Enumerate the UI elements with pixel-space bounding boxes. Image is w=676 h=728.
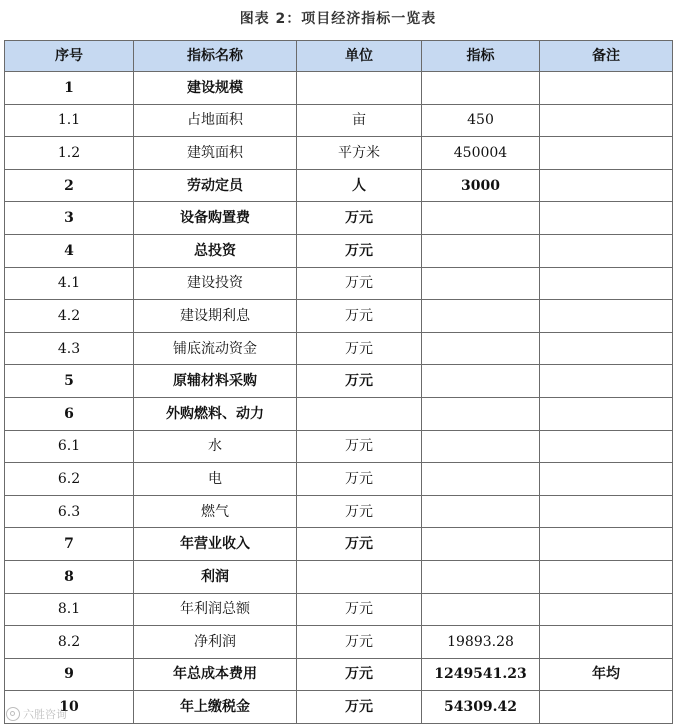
cell-value [422, 593, 540, 626]
cell-no: 1.2 [5, 137, 134, 170]
economic-indicators-table [4, 40, 673, 724]
watermark-text: 六胜咨询 [23, 708, 67, 721]
cell-no: 4 [5, 234, 134, 267]
cell-note [540, 593, 673, 626]
cell-value [422, 365, 540, 398]
cell-no: 4.3 [5, 332, 134, 365]
table-row [5, 267, 673, 300]
cell-name: 电 [134, 463, 297, 496]
table-row [5, 137, 673, 170]
cell-value: 450004 [422, 137, 540, 170]
cell-unit [297, 72, 422, 105]
cell-name: 原辅材料采购 [134, 365, 297, 398]
cell-name: 外购燃料、动力 [134, 397, 297, 430]
table-row [5, 495, 673, 528]
cell-no: 6.1 [5, 430, 134, 463]
cell-unit [297, 560, 422, 593]
cell-value [422, 560, 540, 593]
cell-no: 1 [5, 72, 134, 105]
table-row [5, 365, 673, 398]
cell-note [540, 365, 673, 398]
cell-name: 劳动定员 [134, 169, 297, 202]
table-caption: 图表 2：项目经济指标一览表 [239, 11, 437, 27]
cell-unit: 万元 [297, 430, 422, 463]
table-row [5, 332, 673, 365]
cell-note [540, 300, 673, 333]
cell-unit: 平方米 [297, 137, 422, 170]
table-row [5, 528, 673, 561]
cell-name: 建设规模 [134, 72, 297, 105]
cell-note [540, 463, 673, 496]
cell-no: 5 [5, 365, 134, 398]
cell-name: 总投资 [134, 234, 297, 267]
table-row [5, 234, 673, 267]
table-row [5, 202, 673, 235]
cell-note [540, 72, 673, 105]
header-cell-unit: 单位 [297, 41, 422, 72]
cell-note [540, 137, 673, 170]
cell-no: 8.1 [5, 593, 134, 626]
cell-name: 建筑面积 [134, 137, 297, 170]
cell-name: 铺底流动资金 [134, 332, 297, 365]
cell-no: 10 [5, 691, 134, 724]
table-row [5, 430, 673, 463]
cell-note [540, 332, 673, 365]
cell-note [540, 397, 673, 430]
cell-no: 6 [5, 397, 134, 430]
cell-name: 年营业收入 [134, 528, 297, 561]
cell-note [540, 234, 673, 267]
table-row [5, 104, 673, 137]
table-row [5, 463, 673, 496]
cell-name: 水 [134, 430, 297, 463]
cell-note [540, 430, 673, 463]
cell-note [540, 626, 673, 659]
cell-unit: 万元 [297, 495, 422, 528]
cell-name: 建设期利息 [134, 300, 297, 333]
cell-value [422, 528, 540, 561]
table-row [5, 397, 673, 430]
table-row [5, 560, 673, 593]
cell-note [540, 104, 673, 137]
cell-value [422, 463, 540, 496]
cell-note: 年均 [540, 658, 673, 691]
table-body [5, 72, 673, 724]
cell-no: 8 [5, 560, 134, 593]
cell-value [422, 202, 540, 235]
cell-unit: 万元 [297, 658, 422, 691]
cell-no: 2 [5, 169, 134, 202]
cell-no: 7 [5, 528, 134, 561]
cell-note [540, 691, 673, 724]
cell-unit: 万元 [297, 267, 422, 300]
header-cell-note: 备注 [540, 41, 673, 72]
cell-value: 3000 [422, 169, 540, 202]
cell-value: 450 [422, 104, 540, 137]
cell-value: 19893.28 [422, 626, 540, 659]
cell-unit: 万元 [297, 300, 422, 333]
cell-value [422, 332, 540, 365]
cell-no: 6.3 [5, 495, 134, 528]
cell-unit: 万元 [297, 626, 422, 659]
cell-no: 1.1 [5, 104, 134, 137]
cell-name: 占地面积 [134, 104, 297, 137]
cell-name: 年利润总额 [134, 593, 297, 626]
table-row [5, 300, 673, 333]
cell-name: 利润 [134, 560, 297, 593]
table-row [5, 169, 673, 202]
cell-value [422, 430, 540, 463]
table-row [5, 626, 673, 659]
cell-unit: 万元 [297, 234, 422, 267]
cell-value: 1249541.23 [422, 658, 540, 691]
table-row [5, 72, 673, 105]
cell-value [422, 300, 540, 333]
cell-unit: 万元 [297, 332, 422, 365]
cell-unit: 万元 [297, 365, 422, 398]
cell-unit: 万元 [297, 593, 422, 626]
cell-note [540, 202, 673, 235]
cell-no: 6.2 [5, 463, 134, 496]
cell-unit: 人 [297, 169, 422, 202]
header-cell-no: 序号 [5, 41, 134, 72]
header-cell-name: 指标名称 [134, 41, 297, 72]
table-row [5, 691, 673, 724]
cell-note [540, 267, 673, 300]
cell-no: 4.2 [5, 300, 134, 333]
cell-unit: 万元 [297, 528, 422, 561]
cell-name: 净利润 [134, 626, 297, 659]
cell-unit: 万元 [297, 202, 422, 235]
cell-value [422, 234, 540, 267]
cell-name: 燃气 [134, 495, 297, 528]
table-header-row [5, 41, 673, 72]
cell-no: 9 [5, 658, 134, 691]
table-row [5, 658, 673, 691]
cell-unit: 亩 [297, 104, 422, 137]
cell-value [422, 267, 540, 300]
cell-name: 年上缴税金 [134, 691, 297, 724]
cell-unit: 万元 [297, 691, 422, 724]
cell-value [422, 495, 540, 528]
cell-value [422, 72, 540, 105]
cell-note [540, 560, 673, 593]
cell-note [540, 528, 673, 561]
cell-unit: 万元 [297, 463, 422, 496]
cell-note [540, 495, 673, 528]
cell-name: 年总成本费用 [134, 658, 297, 691]
cell-value [422, 397, 540, 430]
cell-no: 3 [5, 202, 134, 235]
cell-no: 8.2 [5, 626, 134, 659]
cell-no: 4.1 [5, 267, 134, 300]
cell-note [540, 169, 673, 202]
cell-value: 54309.42 [422, 691, 540, 724]
cell-unit [297, 397, 422, 430]
table-row [5, 593, 673, 626]
header-cell-value: 指标 [422, 41, 540, 72]
cell-name: 建设投资 [134, 267, 297, 300]
cell-name: 设备购置费 [134, 202, 297, 235]
